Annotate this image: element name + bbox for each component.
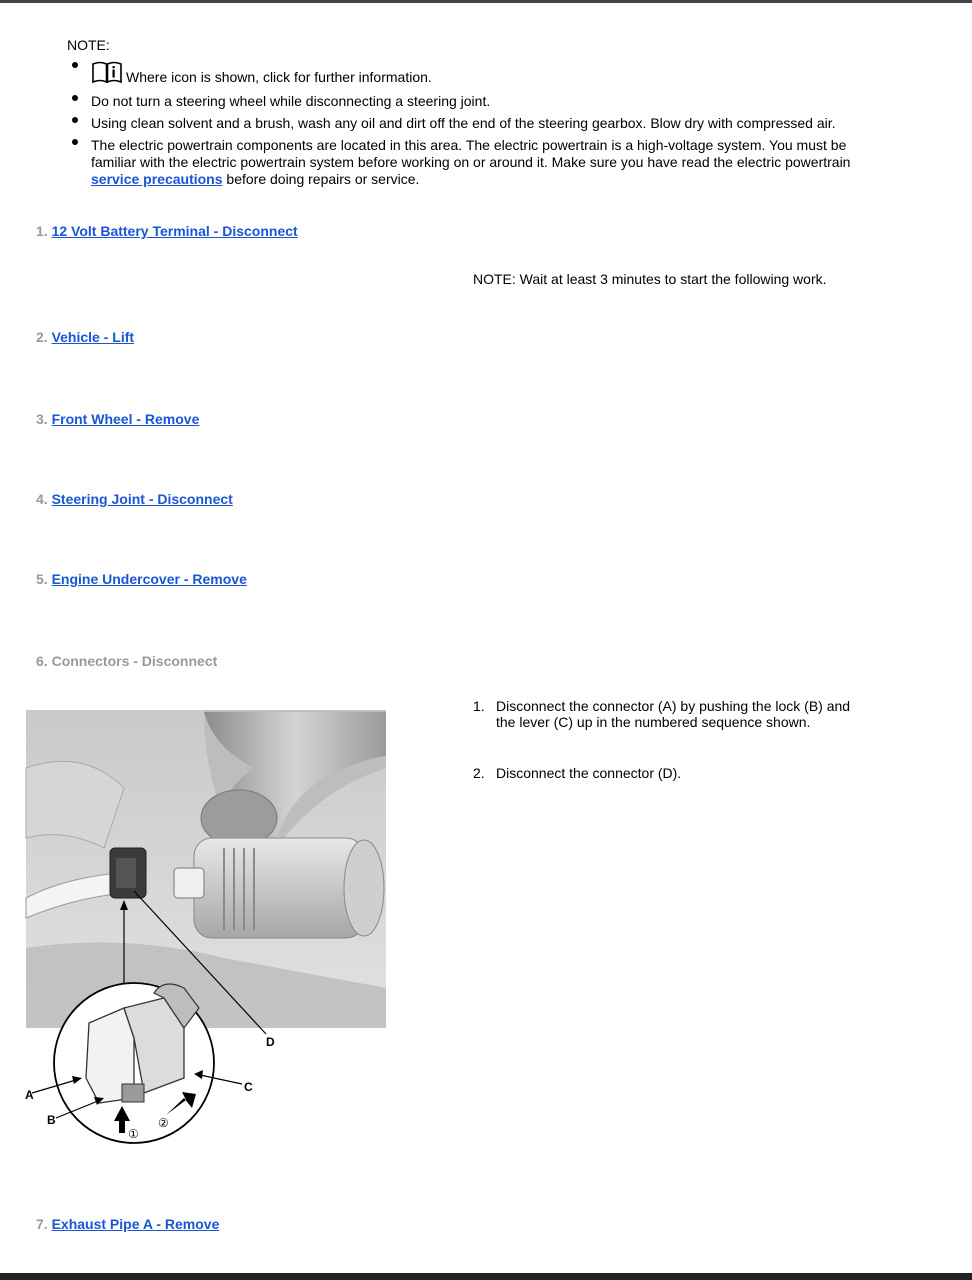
step-3 [36, 411, 199, 427]
top-border [0, 0, 972, 3]
note-text: Do not turn a steering wheel while disconnecting a steering joint. [91, 93, 491, 109]
note-list [67, 60, 887, 193]
step-number: 6. [36, 653, 48, 669]
step-1 [36, 223, 298, 239]
note-item [67, 93, 887, 110]
note-text-tail: before doing repairs or service. [222, 171, 420, 187]
substep-text: Disconnect the connector (D). [496, 765, 682, 781]
step-link-front-wheel[interactable]: Front Wheel - Remove [51, 411, 200, 427]
substep-text: Disconnect the connector (A) by pushing the lock (B) and the lever (C) up in the numbered sequence shown. [496, 698, 851, 730]
note-text: Using clean solvent and a brush, wash any oil and dirt off the end of the steering gearbox. Blow dry with compressed air. [91, 115, 836, 131]
note-item [67, 137, 887, 188]
step-number: 1. [36, 223, 48, 239]
step-number: 5. [36, 571, 48, 587]
bottom-border [0, 1273, 972, 1280]
connector-illustration [24, 708, 404, 1148]
substep-list [473, 765, 873, 781]
callout-a: A [25, 1088, 34, 1102]
step-link-battery-terminal[interactable]: 12 Volt Battery Terminal - Disconnect [51, 223, 298, 239]
step-number: 4. [36, 491, 48, 507]
sequence-1-marker: ① [128, 1127, 139, 1141]
step-link-vehicle-lift[interactable]: Vehicle - Lift [51, 329, 135, 345]
substep-number: 2. [473, 765, 485, 781]
callout-d: D [266, 1035, 275, 1049]
substep-item [473, 698, 873, 730]
substep-item [473, 765, 873, 781]
substep-number: 1. [473, 698, 485, 714]
step-2 [36, 329, 134, 345]
step-number: 2. [36, 329, 48, 345]
note-heading: NOTE: [67, 37, 110, 53]
step-7 [36, 1216, 219, 1232]
step-link-steering-joint[interactable]: Steering Joint - Disconnect [51, 491, 233, 507]
step-5 [36, 571, 247, 587]
step-number: 7. [36, 1216, 48, 1232]
wait-note: NOTE: Wait at least 3 minutes to start the following work. [473, 271, 827, 287]
sequence-2-marker: ② [158, 1116, 169, 1130]
note-item [67, 60, 887, 88]
callout-b: B [47, 1113, 56, 1127]
step-link-exhaust-pipe[interactable]: Exhaust Pipe A - Remove [51, 1216, 220, 1232]
callout-c: C [244, 1080, 253, 1094]
note-item [67, 115, 887, 132]
step-link-engine-undercover[interactable]: Engine Undercover - Remove [51, 571, 247, 587]
step-title-connectors: Connectors - Disconnect [51, 653, 218, 669]
service-precautions-link[interactable]: service precautions [91, 171, 223, 187]
step-number: 3. [36, 411, 48, 427]
step-6 [36, 653, 217, 669]
note-text: Where icon is shown, click for further information. [126, 69, 432, 85]
note-text: The electric powertrain components are located in this area. The electric powertrain is a high-voltage system. You must be familiar with the electric powertrain system before working on or around it. Make sure you have read the electric powertrain [91, 137, 851, 170]
step-4 [36, 491, 233, 507]
book-info-icon [91, 60, 123, 88]
substep-list [473, 698, 873, 730]
